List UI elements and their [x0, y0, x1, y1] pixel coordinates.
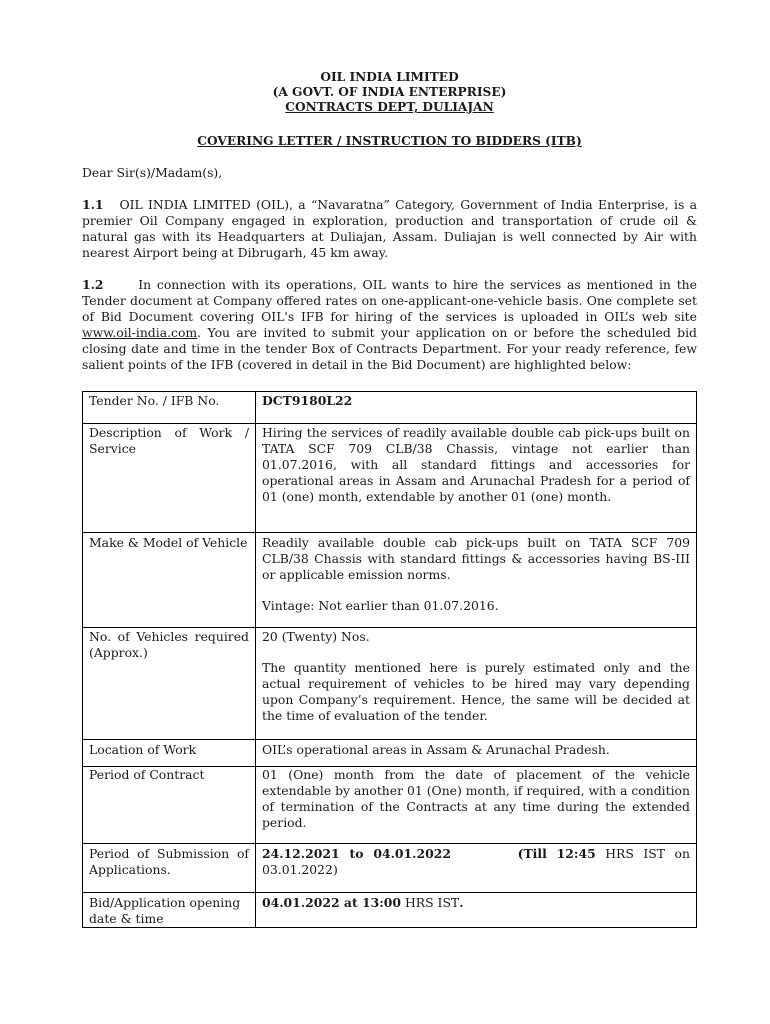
document-header: [82, 70, 697, 115]
work-description: Hiring the services of readily available double cab pick-ups built on TATA SCF 709 CLB/38 Chassis, vintage not earlier than 01.07.2016, with all standard fittings and accessories for operational areas in Assam and Arunachal Pradesh for a period of 01 (one) month, extendable by another 01 (one) month.: [256, 424, 697, 533]
vintage-text: Vintage: Not earlier than 01.07.2016.: [262, 598, 499, 613]
submission-till: (Till 12:45: [517, 846, 596, 861]
tender-number: DCT9180L22: [256, 392, 697, 424]
opening-date-time: [256, 893, 697, 928]
department-name: CONTRACTS DEPT, DULIAJAN: [285, 100, 494, 114]
table-row: [83, 424, 697, 533]
contract-period: 01 (One) month from the date of placement of the vehicle extendable by another 01 (One) month, if required, with a condition of termination of the Contracts at any time during the extended period.: [256, 767, 697, 844]
salutation: Dear Sir(s)/Madam(s),: [82, 165, 223, 180]
vehicles-cell: [256, 628, 697, 740]
row-label: No. of Vehicles required (Approx.): [83, 628, 256, 740]
paragraph-number: 1.1: [82, 197, 104, 212]
table-row: [83, 740, 697, 767]
paragraph-text: OIL INDIA LIMITED (OIL), a “Navaratna” Category, Government of India Enterprise, is a premier Oil Company engaged in exploration, production and transportation of crude oil & natural gas with its Headquarters at Duliajan, Assam. Duliajan is well connected by Air with nearest Airport being at Dibrugarh, 45 km away.: [82, 197, 697, 260]
row-label: Make & Model of Vehicle: [83, 533, 256, 628]
opening-rest: HRS IST: [401, 895, 460, 910]
paragraph-text: In connection with its operations, OIL wants to hire the services as mentioned in the Tender document at Company offered rates on one-applicant-one-vehicle basis. One complete set of Bid Document covering OIL's IFB for hiring of the services is uploaded in OIL’s web site: [82, 277, 697, 324]
row-label: Description of Work / Service: [83, 424, 256, 533]
submission-till-rest: HRS IST on 03.01.2022): [262, 846, 690, 877]
paragraph-1-2: [82, 277, 697, 373]
opening-end: .: [459, 895, 464, 910]
table-row: [83, 628, 697, 740]
paragraph-1-1: [82, 197, 697, 261]
website-link[interactable]: www.oil-india.com: [82, 325, 198, 340]
submission-dates: 24.12.2021 to 04.01.2022: [262, 846, 451, 861]
row-label: Location of Work: [83, 740, 256, 767]
row-label: Period of Contract: [83, 767, 256, 844]
paragraph-text-cont: . You are invited to submit your application on or before the scheduled bid closing date and time in the tender Box of Contracts Department. For your ready reference, few salient points of the IFB (covered in detail in the Bid Document) are highlighted below:: [82, 325, 697, 372]
document-title: COVERING LETTER / INSTRUCTION TO BIDDERS (ITB): [197, 134, 582, 148]
table-row: [83, 533, 697, 628]
table-row: [83, 392, 697, 424]
submission-period: [256, 844, 697, 893]
table-row: [83, 893, 697, 928]
company-name: OIL INDIA LIMITED: [320, 70, 459, 84]
opening-datetime: 04.01.2022 at 13:00: [262, 895, 402, 910]
make-model-text: Readily available double cab pick-ups built on TATA SCF 709 CLB/38 Chassis with standard fittings & accessories having BS-III or applicable emission norms.: [262, 535, 690, 582]
row-label: Bid/Application opening date & time: [83, 893, 256, 928]
make-model-cell: [256, 533, 697, 628]
vehicle-count: 20 (Twenty) Nos.: [262, 629, 370, 644]
work-location: OIL’s operational areas in Assam & Arunachal Pradesh.: [256, 740, 697, 767]
table-row: [83, 844, 697, 893]
paragraph-number: 1.2: [82, 277, 104, 292]
row-label: Tender No. / IFB No.: [83, 392, 256, 424]
quantity-note: The quantity mentioned here is purely estimated only and the actual requirement of vehicles to be hired may vary depending upon Company’s requirement. Hence, the same will be decided at the time of evaluation of the tender.: [262, 660, 690, 723]
row-label: Period of Submission of Applications.: [83, 844, 256, 893]
company-subtitle: (A GOVT. OF INDIA ENTERPRISE): [272, 85, 507, 99]
ifb-summary-table: [82, 391, 697, 928]
document-page: [82, 70, 697, 928]
table-row: [83, 767, 697, 844]
